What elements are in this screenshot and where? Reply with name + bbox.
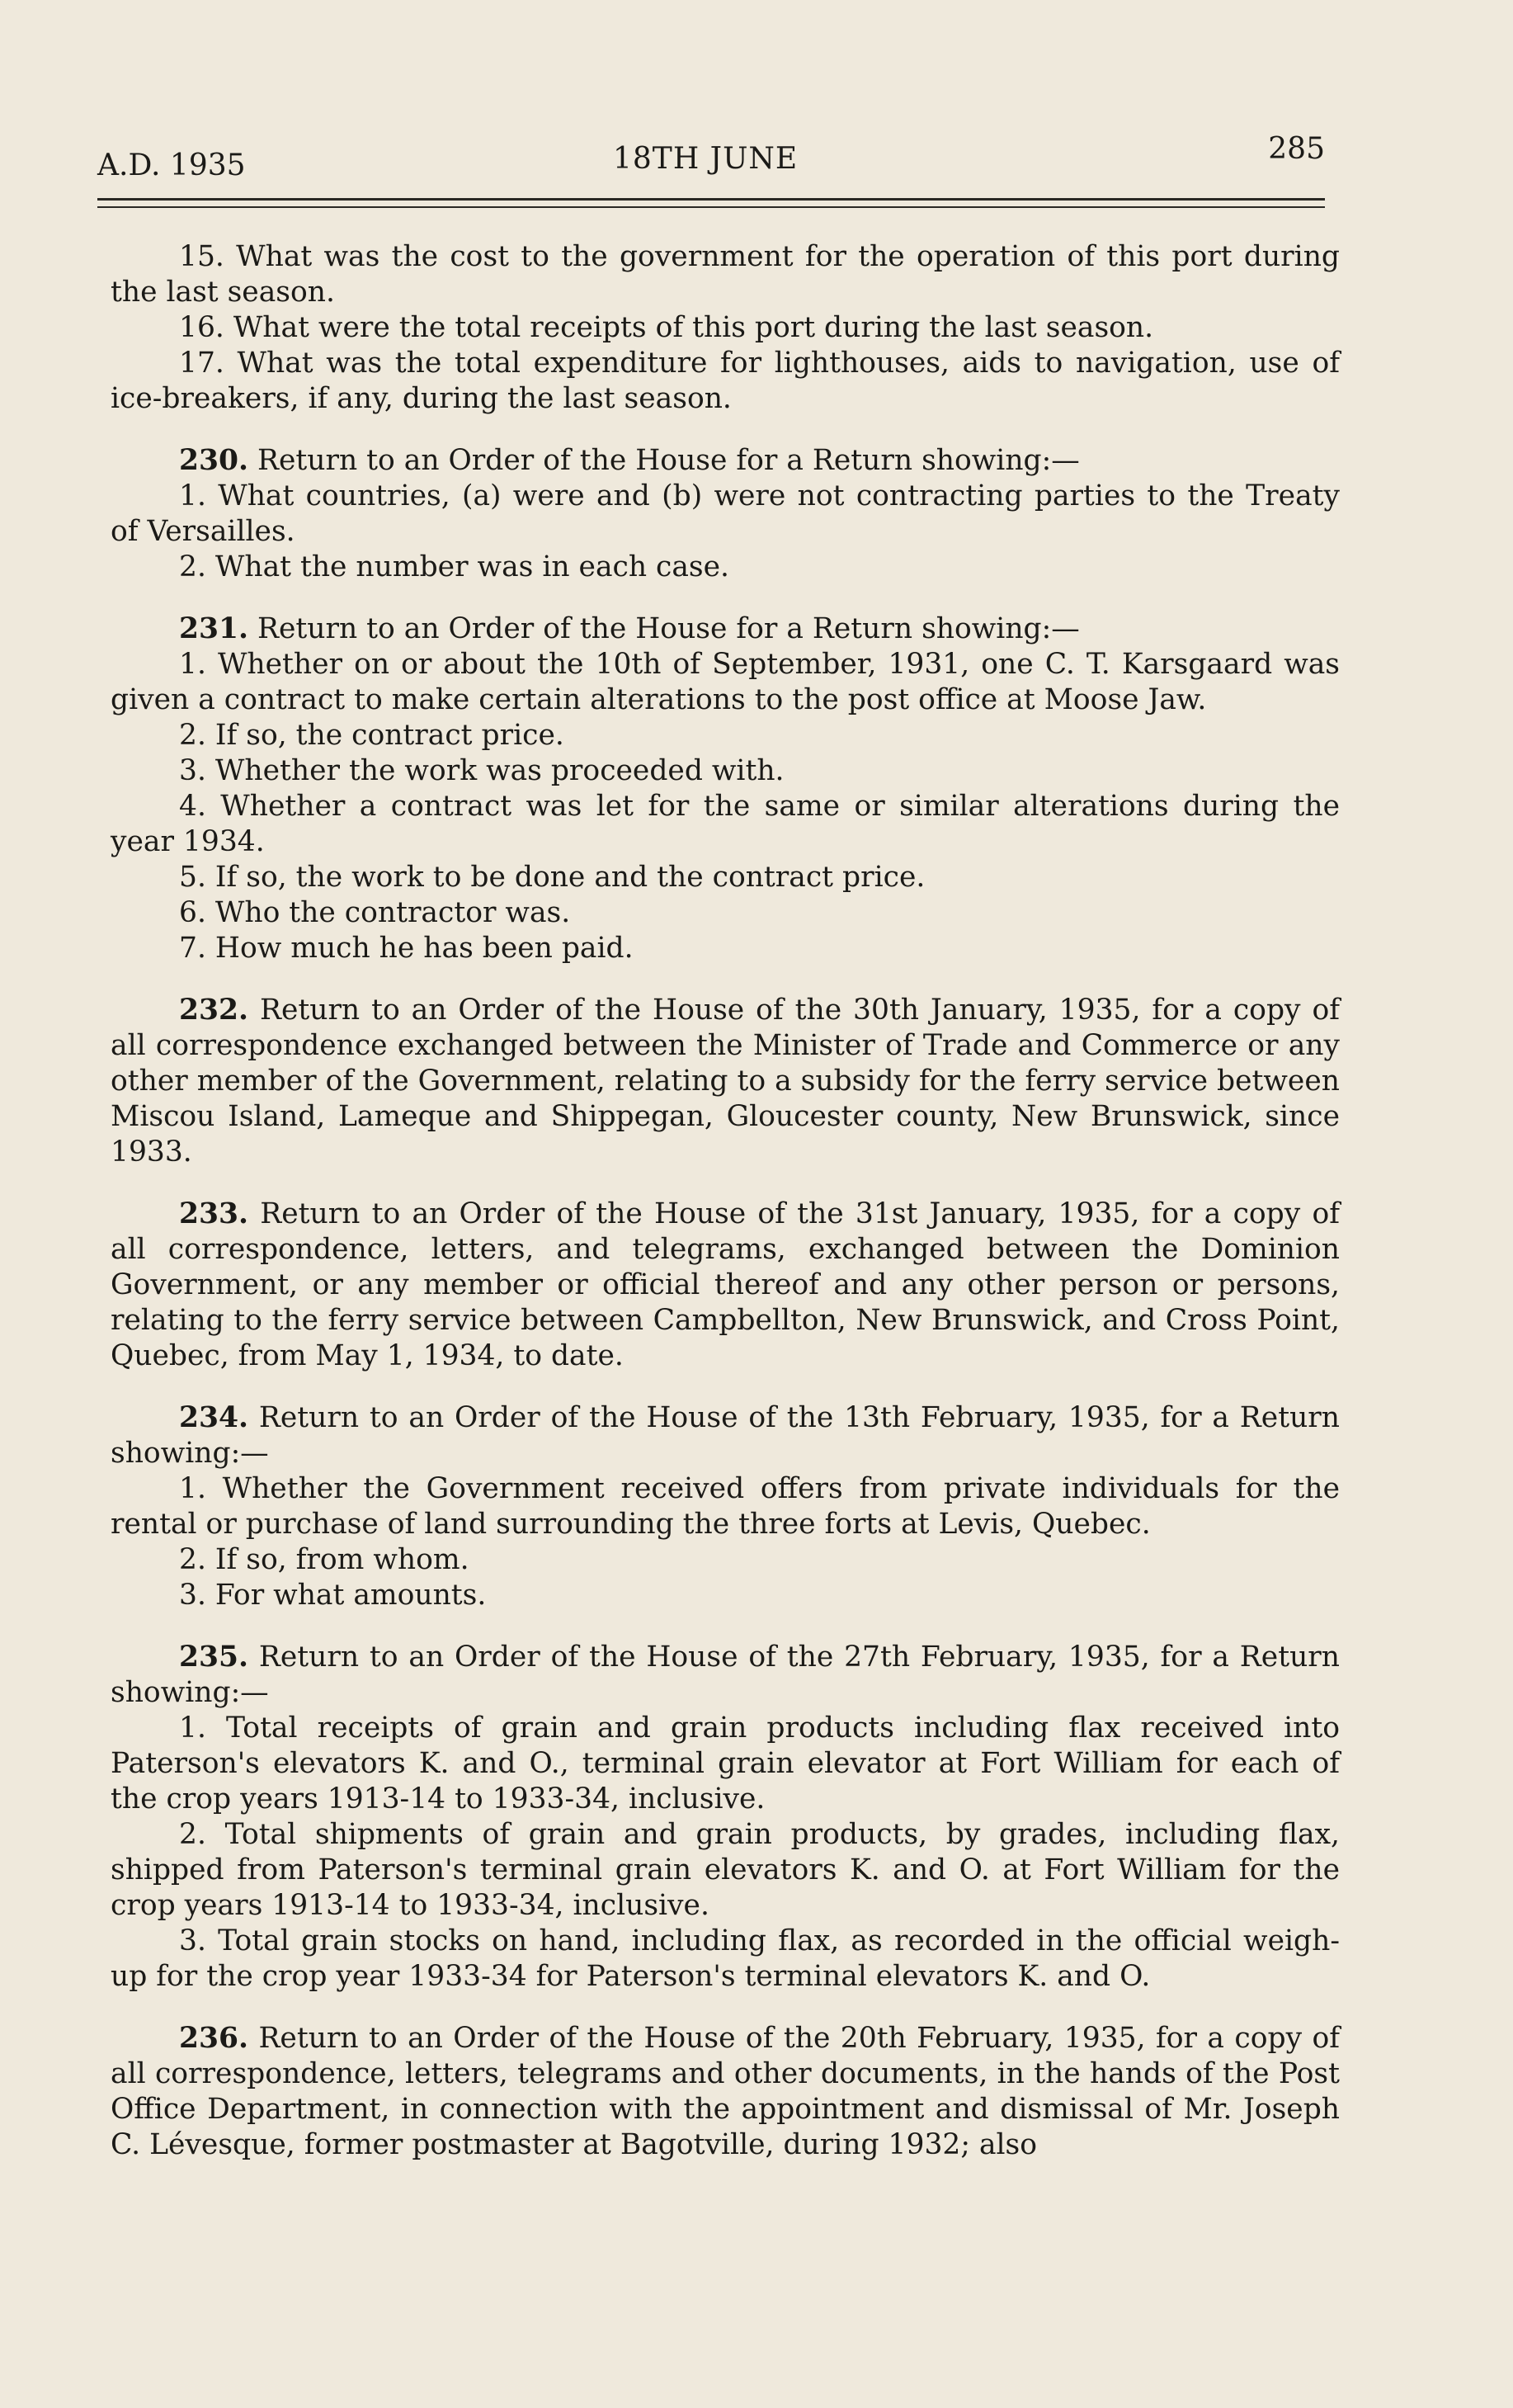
return-number: 230. bbox=[179, 444, 249, 477]
return-number: 235. bbox=[179, 1641, 249, 1674]
return-235 bbox=[111, 1640, 1340, 1995]
return-intro-text: Return to an Order of the House of the 30th January, 1935, for a copy of all correspondence exchanged between the Minister of Trade and Commerce or any other member of the Government, relating to a subsidy for the ferry service between Miscou Island, Lameque and Shippegan, Gloucester county, New Brunswick, since 1933. bbox=[111, 994, 1340, 1169]
return-intro bbox=[111, 611, 1340, 647]
list-item: 7. How much he has been paid. bbox=[179, 932, 634, 965]
return-number: 232. bbox=[179, 994, 249, 1027]
list-item: 16. What were the total receipts of this port during the last season. bbox=[179, 311, 1154, 344]
list-item: 3. Whether the work was proceeded with. bbox=[179, 754, 785, 787]
return-234 bbox=[111, 1400, 1340, 1613]
list-item: 1. Total receipts of grain and grain products including flax received into Paterson's elevators K. and O., terminal grain elevator at Fort William for each of the crop years 1913-14 to 1933-34, inclusive. bbox=[111, 1712, 1340, 1815]
return-intro-text: Return to an Order of the House of the 20th February, 1935, for a copy of all correspondence, letters, telegrams and other documents, in the hands of the Post Office Department, in connection with the appointment and dismissal of Mr. Joseph C. Lévesque, former postmaster at Bagotville, during 1932; also bbox=[111, 2022, 1341, 2161]
list-item: 3. For what amounts. bbox=[179, 1579, 487, 1612]
header-date: 18TH JUNE bbox=[613, 142, 799, 176]
return-intro-text: Return to an Order of the House of the 13th February, 1935, for a Return showing:— bbox=[111, 1401, 1340, 1470]
return-number: 236. bbox=[179, 2022, 249, 2055]
return-230 bbox=[111, 443, 1340, 585]
list-item: 2. What the number was in each case. bbox=[179, 550, 730, 583]
return-intro-text: Return to an Order of the House of the 27th February, 1935, for a Return showing:— bbox=[111, 1641, 1340, 1709]
header-year: A.D. 1935 bbox=[97, 149, 246, 182]
return-intro bbox=[111, 2021, 1340, 2163]
return-231 bbox=[111, 611, 1340, 966]
return-number: 231. bbox=[179, 612, 249, 645]
continued-items bbox=[111, 239, 1340, 417]
list-item: 1. Whether the Government received offers from private individuals for the rental or purchase of land surrounding the three forts at Levis, Quebec. bbox=[111, 1472, 1340, 1541]
list-item: 2. If so, from whom. bbox=[179, 1543, 469, 1576]
page-number: 285 bbox=[1268, 132, 1325, 166]
list-item: 2. If so, the contract price. bbox=[179, 719, 564, 752]
return-intro bbox=[111, 1197, 1340, 1374]
return-intro-text: Return to an Order of the House for a Return showing:— bbox=[257, 612, 1080, 645]
return-number: 233. bbox=[179, 1197, 249, 1230]
return-intro-text: Return to an Order of the House of the 31st January, 1935, for a copy of all correspondence, letters, and telegrams, exchanged between the Dominion Government, or any member or official thereof and any other person or persons, relating to the ferry service between Campbellton, New Brunswick, and Cross Point, Quebec, from May 1, 1934, to date. bbox=[111, 1197, 1340, 1372]
list-item: 2. Total shipments of grain and grain products, by grades, including flax, shipped from Paterson's terminal grain elevators K. and O. at Fort William for the crop years 1913-14 to 1933-34, inclusive. bbox=[111, 1818, 1340, 1922]
list-item: 5. If so, the work to be done and the contract price. bbox=[179, 861, 926, 894]
return-number: 234. bbox=[179, 1401, 249, 1434]
list-item: 4. Whether a contract was let for the same or similar alterations during the year 1934. bbox=[111, 790, 1340, 858]
list-item: 6. Who the contractor was. bbox=[179, 896, 571, 929]
return-intro-text: Return to an Order of the House for a Return showing:— bbox=[257, 444, 1080, 477]
return-intro bbox=[111, 443, 1340, 479]
return-intro bbox=[111, 1640, 1340, 1711]
list-item: 15. What was the cost to the government for the operation of this port during the last season. bbox=[111, 240, 1340, 309]
return-236 bbox=[111, 2021, 1340, 2163]
list-item: 17. What was the total expenditure for lighthouses, aids to navigation, use of ice-breakers, if any, during the last season. bbox=[111, 347, 1340, 415]
header-rule-bottom bbox=[97, 206, 1325, 208]
list-item: 3. Total grain stocks on hand, including flax, as recorded in the official weigh-up for the crop year 1933-34 for Paterson's terminal elevators K. and O. bbox=[111, 1924, 1340, 1993]
list-item: 1. What countries, (a) were and (b) were not contracting parties to the Treaty of Versailles. bbox=[111, 479, 1340, 548]
page-body bbox=[111, 239, 1340, 2163]
return-intro bbox=[111, 1400, 1340, 1471]
list-item: 1. Whether on or about the 10th of September, 1931, one C. T. Karsgaard was given a contract to make certain alterations to the post office at Moose Jaw. bbox=[111, 648, 1340, 716]
return-intro bbox=[111, 993, 1340, 1170]
return-233 bbox=[111, 1197, 1340, 1374]
running-head bbox=[97, 130, 1325, 188]
return-232 bbox=[111, 993, 1340, 1170]
header-rule-top bbox=[97, 198, 1325, 201]
